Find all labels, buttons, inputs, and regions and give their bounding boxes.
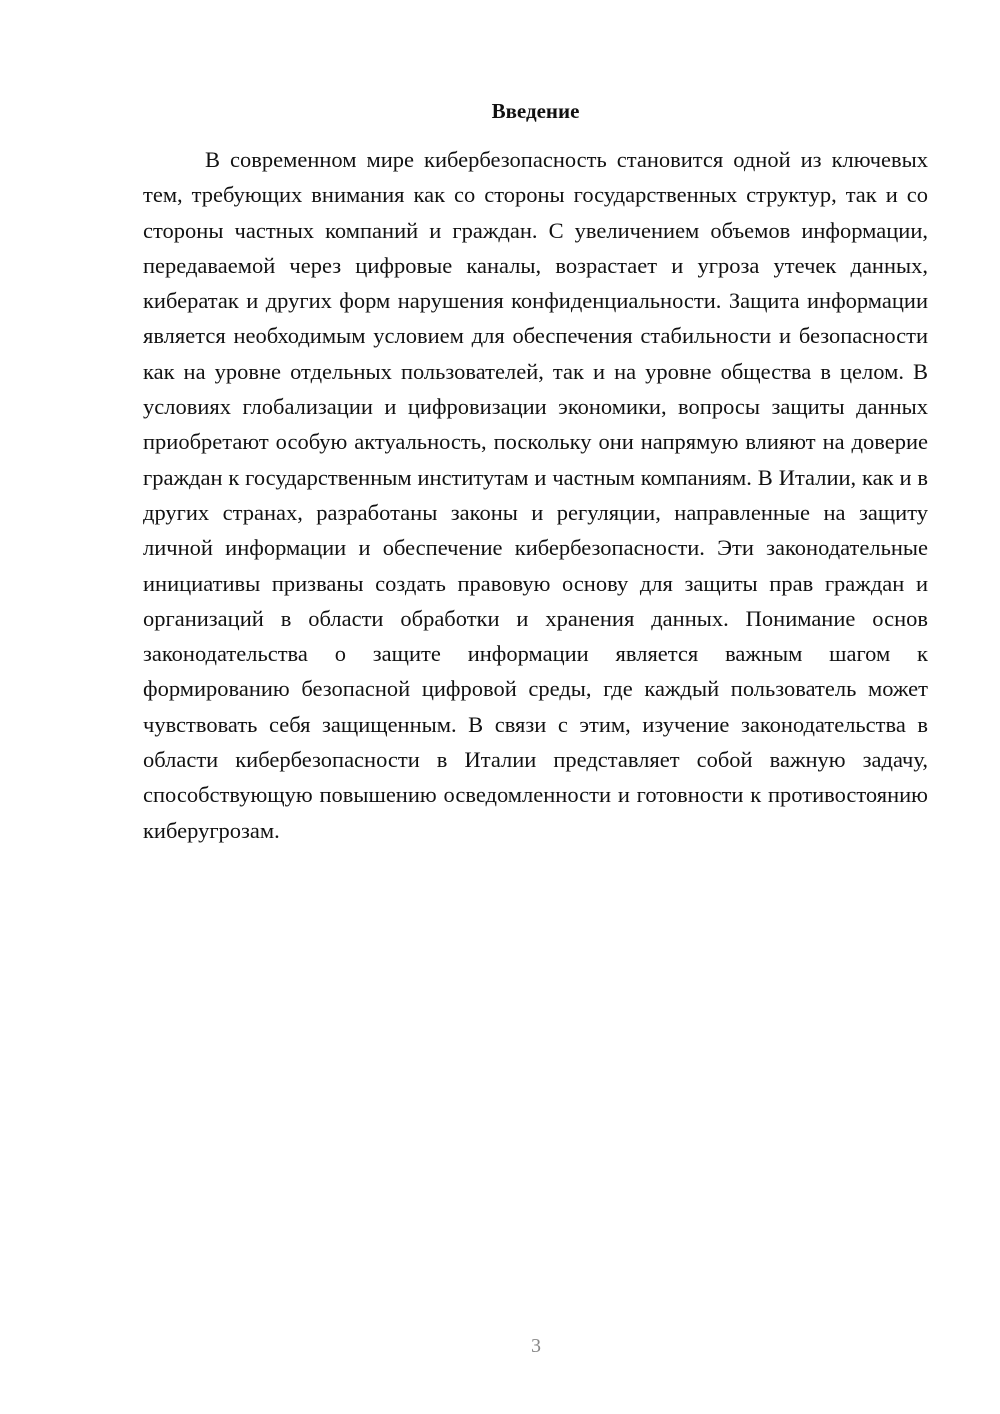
page-number: 3: [531, 1335, 541, 1357]
body-paragraph: В современном мире кибербезопасность становится одной из ключевых тем, требующих внимания как со стороны государственных структур, так и со стороны частных компаний и граждан. С увеличением объемов информации, передаваемой через цифровые каналы, возрастает и угроза утечек данных, кибератак и других форм нарушения конфиденциальности. Защита информации является необходимым условием для обеспечения стабильности и безопасности как на уровне отдельных пользователей, так и на уровне общества в целом. В условиях глобализации и цифровизации экономики, вопросы защиты данных приобретают особую актуальность, поскольку они напрямую влияют на доверие граждан к государственным институтам и частным компаниям. В Италии, как и в других странах, разработаны законы и регуляции, направленные на защиту личной информации и обеспечение кибербезопасности. Эти законодательные инициативы призваны создать правовую основу для защиты прав граждан и организаций в области обработки и хранения данных. Понимание основ законодательства о защите информации является важным шагом к формированию безопасной цифровой среды, где каждый пользователь может чувствовать себя защищенным. В связи с этим, изучение законодательства в области кибербезопасности в Италии представляет собой важную задачу, способствующую повышению осведомленности и готовности к противостоянию киберугрозам.: [143, 147, 928, 843]
section-title: Введение: [491, 99, 580, 123]
